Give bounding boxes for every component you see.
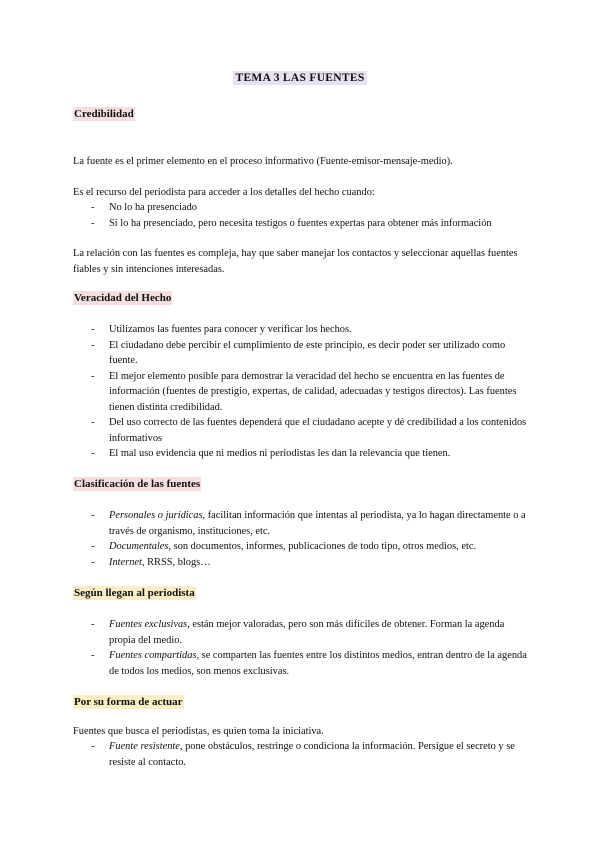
- term: Fuentes exclusivas,: [109, 619, 190, 630]
- list-item: - Fuentes exclusivas, están mejor valoradas, pero son más difíciles de obtener. Forman la agenda propia del medio.: [73, 617, 528, 648]
- heading-veracidad: Veracidad del Hecho: [74, 292, 172, 304]
- page-title: TEMA 3 LAS FUENTES: [235, 72, 365, 84]
- heading-credibilidad: Credibilidad: [74, 108, 134, 120]
- term: Documentales,: [109, 541, 172, 552]
- paragraph: La relación con las fuentes es compleja, hay que saber manejar los contactos y seleccionar aquellas fuentes fiables y sin intenciones interesadas.: [73, 248, 518, 275]
- list-item: - El ciudadano debe percibir el cumplimiento de este principio, es decir poder ser utilizado como fuente.: [73, 338, 528, 369]
- list-item: - Internet, RRSS, blogs…: [73, 555, 528, 571]
- list-segun-llegan: [73, 617, 528, 679]
- list-item: - Documentales, son documentos, informes, publicaciones de todo tipo, otros medios, etc.: [73, 539, 528, 555]
- list-clasificacion: [73, 508, 528, 570]
- list-item: - El mejor elemento posible para demostrar la veracidad del hecho se encuentra en las fuentes de información (fuentes de prestigio, expertas, de calidad, adecuadas y testigos directos). Las fuentes tienen distinta credibilidad.: [73, 369, 528, 416]
- paragraph: La fuente es el primer elemento en el proceso informativo (Fuente-emisor-mensaje-medio).: [73, 156, 453, 167]
- list-forma-de-actuar: [73, 739, 528, 770]
- list-item: - Fuente resistente, pone obstáculos, restringe o condiciona la información. Persigue el secreto y se resiste al contacto.: [73, 739, 528, 770]
- list-item: - Personales o jurídicas, facilitan información que intentas al periodista, ya lo hagan directamente o a través de organismo, instituciones, etc.: [73, 508, 528, 539]
- list-veracidad: [73, 322, 528, 462]
- heading-clasificacion: Clasificación de las fuentes: [74, 478, 201, 490]
- list-item: - Si lo ha presenciado, pero necesita testigos o fuentes expertas para obtener más información: [73, 216, 528, 232]
- heading-forma-de-actuar: Por su forma de actuar: [74, 696, 183, 708]
- list-item: - Fuentes compartidas, se comparten las fuentes entre los distintos medios, entran dentro de la agenda de todos los medios, son menos exclusivas.: [73, 648, 528, 679]
- term: Fuente resistente,: [109, 741, 183, 752]
- list-credibilidad: [73, 200, 528, 231]
- term: Fuentes compartidas,: [109, 650, 200, 661]
- heading-segun-llegan: Según llegan al periodista: [74, 587, 195, 599]
- list-item: - El mal uso evidencia que ni medios ni periodistas les dan la relevancia que tienen.: [73, 446, 528, 462]
- term: Internet,: [109, 556, 145, 568]
- list-item: - Utilizamos las fuentes para conocer y verificar los hechos.: [73, 322, 528, 338]
- paragraph: Fuentes que busca el periodistas, es quien toma la iniciativa.: [73, 726, 324, 737]
- list-item: - Del uso correcto de las fuentes dependerá que el ciudadano acepte y dé credibilidad a los contenidos informativos: [73, 415, 528, 446]
- term: Personales o jurídicas,: [109, 510, 206, 521]
- list-item: - No lo ha presenciado: [73, 200, 528, 216]
- paragraph: Es el recurso del periodista para acceder a los detalles del hecho cuando:: [73, 187, 375, 198]
